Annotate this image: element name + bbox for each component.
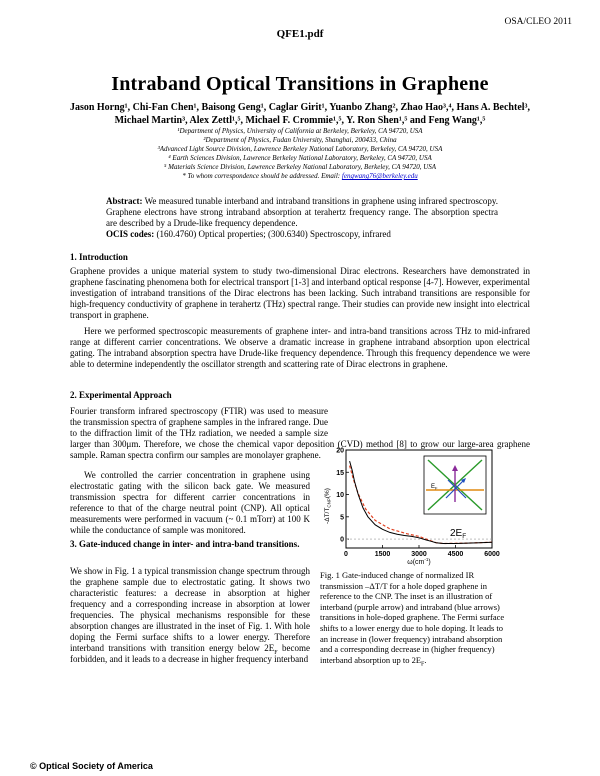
- affiliation-2: ²Department of Physics, Fudan University, Shanghai, 200433, China: [203, 136, 397, 144]
- y-axis-label: $-\Delta T/T_{CNP}(\%)$: [324, 488, 332, 524]
- author-list: [40, 101, 560, 127]
- caption-end: .: [424, 654, 427, 665]
- x-tick-label-3: 4500: [447, 551, 464, 558]
- conference-label: OSA/CLEO 2011: [504, 17, 572, 27]
- inset-ef-label: $E_F$: [431, 484, 438, 491]
- paper-filename: QFE1.pdf: [276, 28, 324, 40]
- section-3-heading: 3. Gate-induced change in inter- and intra-band transitions.: [70, 539, 300, 549]
- ocis-label: OCIS codes:: [106, 229, 155, 239]
- section-3-paragraph-1-end: become forbidden, and it leads to a decrease in higher frequency interband: [70, 643, 310, 664]
- y-tick-label-1: 5: [340, 514, 344, 522]
- section-3-paragraph-1: [70, 566, 310, 665]
- x-axis-label: $\omega(cm^{-1})$: [407, 557, 431, 566]
- y-axis-ticks: [336, 448, 349, 544]
- x-tick-label-1: 1500: [374, 551, 391, 558]
- inset-diagram: [424, 456, 486, 514]
- affiliation-1: ¹Department of Physics, University of California at Berkeley, Berkeley, CA 94720, USA: [177, 127, 423, 135]
- y-tick-label-0: 0: [340, 536, 344, 544]
- correspondence: * To whom correspondence should be addressed. Email: fengwang76@berkeley.edu: [182, 172, 418, 180]
- abstract-block: [106, 196, 498, 240]
- correspondence-email[interactable]: fengwang76@berkeley.edu: [341, 172, 418, 180]
- affiliation-5: ⁵ Materials Science Division, Lawrence Berkeley National Laboratory, Berkeley, CA 94720, USA: [163, 163, 437, 171]
- y-tick-label-4: 20: [336, 447, 344, 455]
- section-1-heading: 1. Introduction: [70, 252, 128, 262]
- copyright-footer: © Optical Society of America: [30, 761, 153, 771]
- paper-title: Intraband Optical Transitions in Graphene: [111, 73, 489, 95]
- section-3-paragraph-1-text: We show in Fig. 1 a typical transmission change spectrum through the graphene sample due to electrostatic gating. It shows two characteristic features: a decrease in absorption at higher frequency and a corresponding increase in absorption at lower frequencies. The physical mechanisms responsible for these absorption changes are illustrated in the inset of Fig. 1. With hole doping the Fermi surface shifts to a lower energy. Therefore interband transitions with transition energy below 2E: [70, 566, 310, 653]
- figure-1-chart: [320, 444, 500, 566]
- figure-float-spacer: [328, 406, 530, 430]
- abstract-label: Abstract:: [106, 196, 143, 206]
- section-1-paragraph-2: Here we performed spectroscopic measurements of graphene inter- and intra-band transitions across THz to mid-infrared range at different carrier concentrations. We observe a dramatic increase in graphene intraband absorption upon electrical gating. The intraband absorption spectra have Drude-like frequency dependence. Through this frequency dependence we were able to determine independently the oscillator strength and scattering rate of Dirac electrons in graphene.: [70, 326, 530, 369]
- section-2-heading: 2. Experimental Approach: [70, 390, 172, 400]
- correspondence-label: To whom correspondence should be addressed. Email:: [187, 172, 342, 180]
- affiliation-3: ³Advanced Light Source Division, Lawrence Berkeley National Laboratory, Berkeley, CA 94720, USA: [157, 145, 443, 153]
- annotation-2ef: $2E_F$: [450, 528, 467, 540]
- figure-1-caption: [320, 570, 510, 668]
- y-tick-label-2: 10: [336, 492, 344, 500]
- authors-line-1: Jason Horng¹, Chi-Fan Chen¹, Baisong Geng¹, Caglar Girit¹, Yuanbo Zhang², Zhao Hao³,⁴, Hans A. Bechtel³,: [69, 102, 531, 113]
- section-2-paragraph-1-text: Fourier transform infrared spectroscopy (FTIR) was used to measure the transmission spectra of graphene samples in the infrared range. Due to the diffraction limit of the THz radiation, we needed a sample size larger than 300μm. Therefore, we chose the chemical vapor deposition (CVD) method [8] to grow our large-area graphene sample. Raman spectra confirm our samples are monolayer graphene.: [70, 406, 530, 460]
- affiliations: [60, 127, 540, 181]
- x-tick-label-4: 6000: [484, 551, 500, 558]
- affiliation-4: ⁴ Earth Sciences Division, Lawrence Berkeley National Laboratory, Berkeley, CA 94720, USA: [168, 154, 432, 162]
- caption-text: Fig. 1 Gate-induced change of normalized IR transmission –ΔT/T for a hole doped graphene in reference to the CNP. The inset is an illustration of interband (purple arrow) and intraband (blue arrows) transitions in hole-doped graphene. The Fermi surface shifts to a lower energy due to hole doping. It leads to an increase in (lower frequency) intraband absorption and a corresponding decrease in (higher frequency) interband absorption up to 2E: [320, 570, 505, 665]
- y-tick-label-3: 15: [336, 469, 344, 477]
- section-2-paragraph-2: We controlled the carrier concentration in graphene using electrostatic gating with the silicon back gate. We measured transmission spectra for different carrier concentrations in reference to that of the charge neutral point (CNP). All optical measurements were performed in vacuum (~ 0.1 mTorr) at 100 K while the conductance of sample was monitored.: [70, 470, 310, 535]
- ocis-text: (160.4760) Optical properties; (300.6340) Spectroscopy, infrared: [154, 229, 391, 239]
- x-axis-ticks: [344, 545, 500, 558]
- x-tick-label-2: 3000: [411, 551, 427, 558]
- abstract-text: We measured tunable interband and intraband transitions in graphene using infrared spectroscopy. Graphene electrons have strong intraband absorption at terahertz frequency range. The absorption spectra are described by a Drude-like frequency dependence.: [106, 196, 498, 228]
- caption-subscript: F: [421, 661, 425, 668]
- x-tick-label-0: 0: [344, 551, 348, 558]
- section-3-subscript: F: [274, 649, 278, 656]
- authors-line-2: Michael Martin³, Alex Zettl¹,⁵, Michael F. Crommie¹,⁵, Y. Ron Shen¹,⁵ and Feng Wang¹,⁵: [114, 115, 486, 126]
- section-1-paragraph-1: Graphene provides a unique material system to study two-dimensional Dirac electrons. Researchers have demonstrated in graphene fascinating phenomena both for electrical transport [1-3] and interband optical response [4-7]. However, experimental investigation of intraband transitions of the Dirac electrons has been lacking. Such intraband transitions are responsible for high-frequency conductivity of graphene in terahertz (THz) spectral range. Their studies can provide new insight into electrical transport in graphene.: [70, 266, 530, 320]
